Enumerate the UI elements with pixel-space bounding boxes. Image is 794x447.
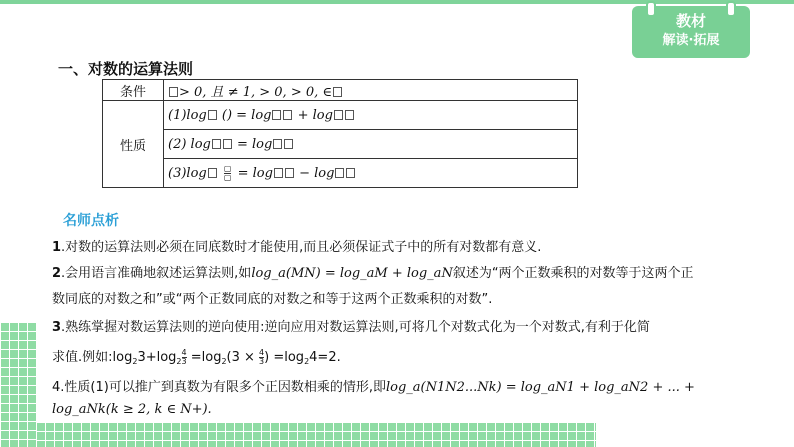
fraction: $\frac{4}{3}$ bbox=[181, 348, 187, 366]
condition-text: > 0, 且 ≠ 1, > 0, > 0, ∈ bbox=[179, 84, 332, 100]
badge-pin-icon bbox=[646, 1, 656, 17]
condition-label: 条件 bbox=[103, 80, 164, 101]
table-row bbox=[103, 159, 578, 188]
grid-decoration-bottom bbox=[36, 422, 596, 447]
analysis-point-4: 4.性质(1)可以推广到真数为有限多个正因数相乘的情形,即log_a(N1N2...Nk) = log_aN1 + log_aN2 + ... + bbox=[52, 380, 695, 395]
analysis-point-2-cont: 数同底的对数之和”或“两个正数同底的对数之和等于这两个正数乘积的对数”. bbox=[52, 292, 493, 307]
badge-pin-icon bbox=[726, 1, 736, 17]
textbook-badge bbox=[632, 6, 750, 58]
analysis-point-1: 1.对数的运算法则必须在同底数时才能使用,而且必须保证式子中的所有对数都有意义. bbox=[52, 240, 542, 255]
property-label: 性质 bbox=[103, 101, 164, 188]
top-accent-bar bbox=[0, 0, 794, 4]
analysis-point-3: 3.熟练掌握对数运算法则的逆向使用:逆向应用对数运算法则,可将几个对数式化为一个对数式,有利于化简 bbox=[52, 320, 650, 335]
placeholder-glyph bbox=[333, 87, 342, 97]
table-row bbox=[103, 101, 578, 130]
property-2: (2) log = log bbox=[164, 130, 578, 159]
section-title: 一、对数的运算法则 bbox=[58, 60, 194, 78]
rules-table bbox=[102, 79, 578, 188]
property-1: (1)log () = log + log bbox=[164, 101, 578, 130]
table-row bbox=[103, 130, 578, 159]
analysis-point-4-cont: log_aNk(k ≥ 2, k ∈ N+). bbox=[52, 402, 212, 417]
analysis-heading: 名师点析 bbox=[63, 213, 119, 229]
badge-line2: 解读·拓展 bbox=[662, 33, 720, 48]
table-row bbox=[103, 80, 578, 101]
placeholder-glyph bbox=[169, 87, 178, 97]
condition-cell bbox=[164, 80, 578, 101]
analysis-point-3-cont: 求值.例如$:\log_23+\log_2$ $\frac{4}{3}$ $=\log_2(3$ × $\frac{4}{3}$ ) $=\log_24=2$. bbox=[52, 348, 341, 366]
analysis-point-2: 2.会用语言准确地叙述运算法则,如log_a(MN) = log_aM + log_aN叙述为“两个正数乘积的对数等于这两个正 bbox=[52, 266, 694, 281]
fraction: $\frac{▢}{▢}$ bbox=[223, 163, 232, 182]
property-3: (3)log $\frac{▢}{▢}$ = log − log bbox=[164, 159, 578, 188]
badge-line1: 教材 bbox=[675, 12, 706, 30]
grid-decoration-left bbox=[0, 322, 36, 447]
